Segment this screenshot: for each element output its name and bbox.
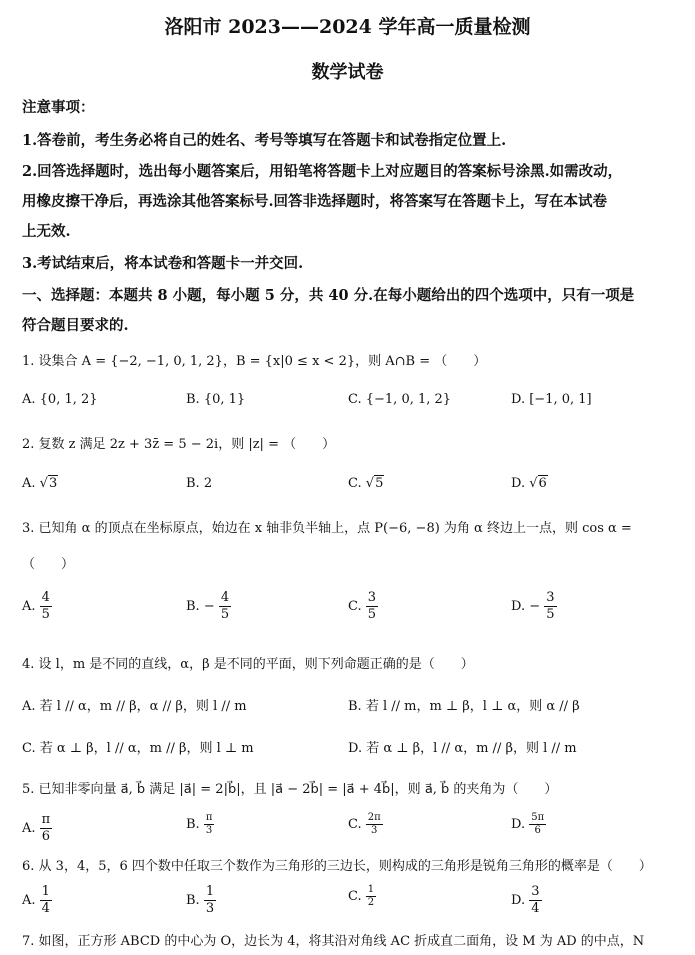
notice-item-3: 3.考试结束后，将本试卷和答题卡一并交回.: [22, 255, 304, 272]
denominator: 6: [41, 829, 51, 844]
question-4-option-c: C. 若 α ⊥ β，l // α，m // β，则 l ⊥ m: [22, 741, 254, 756]
numerator: 1: [205, 884, 215, 899]
question-4-stem: 4. 设 l，m 是不同的直线，α，β 是不同的平面，则下列命题正确的是（ ）: [22, 657, 474, 672]
option-label: B. −: [186, 599, 215, 614]
option-label: C.: [348, 817, 362, 832]
question-4-option-b: B. 若 l // m，m ⊥ β，l ⊥ α，则 α // β: [348, 699, 580, 714]
section-1-line-1: 一、选择题：本题共 8 小题，每小题 5 分，共 40 分.在每小题给出的四个选项中，只有一项是: [22, 287, 635, 304]
question-1-option-c: C. {−1, 0, 1, 2}: [348, 392, 452, 407]
notice-item-2-line-3: 上无效.: [22, 223, 71, 240]
numerator: 3: [531, 884, 540, 899]
denominator: 4: [41, 901, 50, 916]
numerator: 4: [220, 590, 230, 605]
question-3-paren: （ ）: [22, 557, 75, 572]
denominator: 3: [205, 901, 215, 916]
numerator: 4: [41, 590, 50, 605]
denominator: 3: [371, 825, 378, 836]
sqrt-symbol: √5: [365, 476, 384, 491]
fraction: [366, 590, 378, 623]
sqrt-symbol: √3: [39, 476, 58, 491]
question-2-option-a: [22, 476, 58, 491]
fraction: [40, 884, 52, 917]
denominator: 3: [205, 825, 213, 836]
option-label: D.: [511, 817, 526, 832]
fraction: [204, 812, 215, 837]
fraction: [40, 812, 53, 845]
question-1-stem: 1. 设集合 A = {−2, −1, 0, 1, 2}，B = {x|0 ≤ x < 2}，则 A∩B = （ ）: [22, 354, 487, 369]
fraction: [529, 884, 541, 917]
numerator: 2π: [367, 812, 381, 823]
question-6-option-c: [348, 884, 376, 909]
denominator: 5: [41, 607, 50, 622]
question-3-option-a: [22, 590, 52, 623]
denominator: 6: [534, 825, 541, 836]
question-1-option-d: D. [−1, 0, 1]: [511, 392, 592, 407]
option-label: A.: [22, 599, 36, 614]
denominator: 2: [367, 897, 375, 908]
option-label: C.: [348, 889, 362, 904]
numerator: 5π: [531, 812, 545, 823]
fraction: [529, 812, 546, 837]
option-label: A.: [22, 893, 36, 908]
question-2-stem: 2. 复数 z 满足 2z + 3z̄ = 5 − 2i，则 |z| = （ ）: [22, 437, 336, 452]
question-5-stem: 5. 已知非零向量 a⃗, b⃗ 满足 |a⃗| = 2|b⃗|，且 |a⃗ − 2b⃗| = |a⃗ + 4b⃗|，则 a⃗, b⃗ 的夹角为（ ）: [22, 782, 558, 797]
denominator: 4: [531, 901, 540, 916]
question-6-stem: 6. 从 3，4，5，6 四个数中任取三个数作为三角形的三边长，则构成的三角形是锐角三角形的概率是（ ）: [22, 859, 652, 874]
numerator: 3: [367, 590, 377, 605]
notice-item-1: 1.答卷前，考生务必将自己的姓名、考号等填写在答题卡和试卷指定位置上.: [22, 132, 507, 149]
fraction: [204, 884, 216, 917]
exam-title: 洛阳市 2023——2024 学年高一质量检测: [164, 16, 531, 38]
question-5-option-d: [511, 812, 546, 837]
notice-heading: 注意事项：: [22, 99, 95, 116]
denominator: 5: [220, 607, 230, 622]
numerator: π: [205, 812, 213, 823]
radicand: 3: [48, 476, 58, 491]
question-5-option-b: [186, 812, 214, 837]
numerator: 1: [41, 884, 50, 899]
notice-item-2-line-1: 2.回答选择题时，选出每小题答案后，用铅笔将答题卡上对应题目的答案标号涂黑.如需改动，: [22, 163, 623, 180]
option-label: A.: [22, 821, 36, 836]
denominator: 5: [546, 607, 555, 622]
fraction: [219, 590, 231, 623]
numerator: π: [41, 812, 51, 827]
fraction: [366, 884, 376, 909]
option-label: A.: [22, 476, 36, 491]
option-label: D.: [511, 893, 526, 908]
option-label: C.: [348, 599, 362, 614]
option-label: D.: [511, 476, 526, 491]
question-3-option-c: [348, 590, 378, 623]
question-3-option-b: [186, 590, 231, 623]
question-6-option-d: [511, 884, 542, 917]
option-label: C.: [348, 476, 362, 491]
question-7-stem: 7. 如图，正方形 ABCD 的中心为 O，边长为 4，将其沿对角线 AC 折成直二面角，设 M 为 AD 的中点，N: [22, 934, 645, 949]
question-6-option-b: [186, 884, 216, 917]
question-3-stem: 3. 已知角 α 的顶点在坐标原点，始边在 x 轴非负半轴上，点 P(−6, −8) 为角 α 终边上一点，则 cos α =: [22, 521, 632, 536]
question-2-option-d: [511, 476, 548, 491]
question-1-option-b: B. {0, 1}: [186, 392, 246, 407]
option-label: B.: [186, 817, 200, 832]
section-1-line-2: 符合题目要求的.: [22, 317, 129, 334]
question-6-option-a: [22, 884, 52, 917]
question-4-option-a: A. 若 l // α，m // β，α // β，则 l // m: [22, 699, 247, 714]
fraction: [544, 590, 556, 623]
question-5-option-a: [22, 812, 52, 845]
fraction: [366, 812, 383, 837]
question-2-option-b: B. 2: [186, 476, 213, 491]
question-5-option-c: [348, 812, 383, 837]
numerator: 1: [367, 884, 375, 895]
option-label: D. −: [511, 599, 541, 614]
radicand: 6: [538, 476, 547, 491]
numerator: 3: [546, 590, 555, 605]
option-label: B.: [186, 893, 200, 908]
exam-subtitle: 数学试卷: [311, 62, 384, 83]
question-3-option-d: [511, 590, 557, 623]
question-1-option-a: A. {0, 1, 2}: [22, 392, 98, 407]
denominator: 5: [367, 607, 377, 622]
sqrt-symbol: √6: [529, 476, 547, 491]
notice-item-2-line-2: 用橡皮擦干净后，再选涂其他答案标号.回答非选择题时，将答案写在答题卡上，写在本试卷: [22, 193, 608, 210]
radicand: 5: [375, 476, 384, 491]
question-2-option-c: [348, 476, 384, 491]
fraction: [40, 590, 52, 623]
question-4-option-d: D. 若 α ⊥ β，l // α，m // β，则 l // m: [348, 741, 577, 756]
